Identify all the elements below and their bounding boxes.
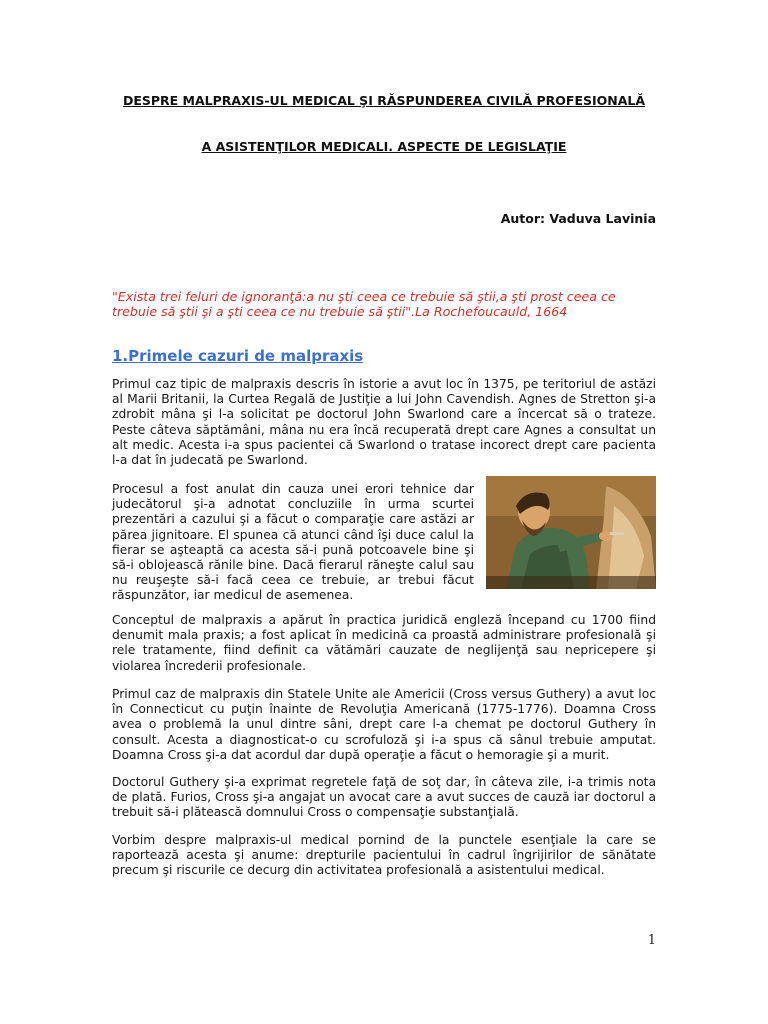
paragraph-5: Doctorul Guthery şi-a exprimat regretele faţă de soţ dar, în câteva zile, i-a trimis nota de plată. Furios, Cross şi-a angajat un avocat care a avut succes de cauză iar doctorul a trebuit să-i plătească domnului Cross o compensaţie substanţială. — [112, 775, 656, 820]
medieval-physician-illustration — [486, 476, 656, 589]
paragraph-4: Primul caz de malpraxis din Statele Unite ale Americii (Cross versus Guthery) a avut loc în Connecticut cu puţin înainte de Revoluţia Americană (1775-1776). Doamna Cross avea o problemă la unul dintre sâni, drept care l-a chemat pe doctorul Guthery în consult. Acesta a diagnosticat-o cu scrofuloză şi i-a spus că sânul trebuie amputat. Doamna Cross şi-a dat acordul dar după operaţie a făcut o hemoragie şi a murit. — [112, 687, 656, 762]
paragraph-2: Procesul a fost anulat din cauza unei erori tehnice dar judecătorul şi-a adnotat concluziile în urma scurtei prezentări a cazului şi a făcut o comparaţie care astăzi ar părea jignitoare. El spunea că atunci când îşi duce calul la fierar se aşteaptă ca acesta să-i pună potcoavele bine şi să-i oblojească rănile bine. Dacă fierarul răneşte calul sau nu reuşeşte să-i facă ceea ce trebuie, ar trebui făcut răspunzător, iar medicul de asemenea. — [112, 482, 474, 603]
paragraph-1: Primul caz tipic de malpraxis descris în istorie a avut loc în 1375, pe teritoriul de astăzi al Marii Britanii, la Curtea Regală de Justiţie a lui John Cavendish. Agnes de Stretton şi-a zdrobit mâna şi l-a solicitat pe doctorul John Swarlond care a încercat să o trateze. Peste câteva săptămâni, mâna nu era încă recuperată drept care Agnes a consultat un alt medic. Acesta i-a spus pacientei că Swarlond o tratase incorect drept care pacienta l-a dat în judecată pe Swarlond. — [112, 377, 656, 468]
epigraph-quote: "Exista trei feluri de ignoranţă:a nu şti ceea ce trebuie să ştii,a şti prost ceea ce trebuie să ştii şi a şti ceea ce nu trebuie să ştii".La Rochefoucauld, 1664 — [112, 289, 616, 319]
author-line: Autor: Vaduva Lavinia — [500, 211, 656, 226]
paragraph-3: Conceptul de malpraxis a apărut în practica juridică engleză începand cu 1700 fiind denumit mala praxis; a fost aplicat în medicină ca proastă administrare profesională şi rele tratamente, fiind definit ca vătămări cauzate de neglijenţă sau nepricepere şi violarea încrederii profesionale. — [112, 613, 656, 673]
document-title-line1: DESPRE MALPRAXIS-UL MEDICAL ŞI RĂSPUNDEREA CIVILĂ PROFESIONALĂ — [122, 93, 646, 108]
illustration-image — [486, 476, 656, 589]
section-heading: 1.Primele cazuri de malpraxis — [112, 347, 364, 365]
page-number: 1 — [647, 933, 656, 948]
document-title-line2: A ASISTENŢILOR MEDICALI. ASPECTE DE LEGISLAŢIE — [201, 139, 567, 154]
paragraph-6: Vorbim despre malpraxis-ul medical pornind de la punctele esenţiale la care se raportează acesta şi anume: drepturile pacientului în cadrul îngrijirilor de sănătate precum şi riscurile ce decurg din activitatea profesională a asistentului medical. — [112, 833, 656, 878]
